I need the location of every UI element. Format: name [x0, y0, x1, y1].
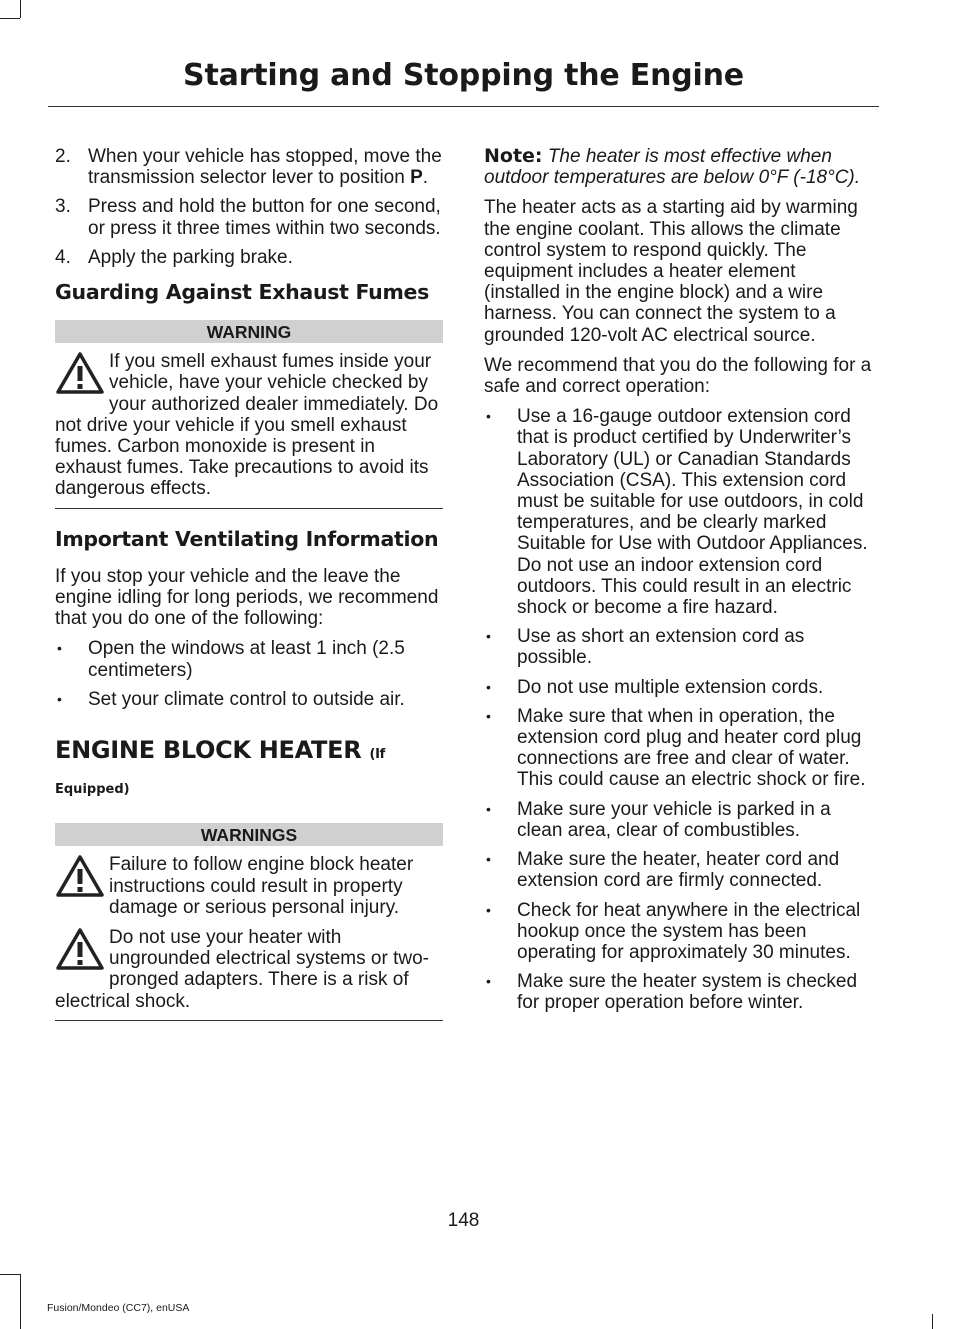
list-item	[484, 626, 874, 668]
heading-equipped: Equipped)	[55, 782, 130, 798]
heater-warning	[55, 854, 443, 918]
bullet-text: Check for heat anywhere in the electrical hookup once the system has been operating for approximately 30 minutes.	[517, 899, 861, 963]
step-text: Apply the parking brake.	[88, 246, 293, 268]
bullet-text: Do not use multiple extension cords.	[517, 676, 824, 698]
step-text-end: .	[422, 167, 429, 189]
gear-position-p: P	[410, 167, 423, 189]
ventilating-intro: If you stop your vehicle and the leave the engine idling for long periods, we recommend that you do one of the following:	[55, 565, 439, 630]
bullet-glyph: •	[486, 851, 491, 868]
paragraph: The heater acts as a starting aid by warming the engine coolant. This allows the climate control system to respond quickly. The equipment includes a heater element (installed in the engine block) and a wire harness. You can connect the system to a grounded 120-volt AC electrical source.	[484, 197, 858, 346]
bullet-glyph: •	[486, 800, 491, 817]
bullet-text: Make sure the heater system is checked for proper operation before winter.	[517, 971, 858, 1014]
list-item	[55, 146, 443, 188]
bullet-glyph: •	[57, 640, 62, 657]
crop-mark	[20, 1274, 21, 1329]
bullet-text: Make sure that when in operation, the extension cord plug and heater cord plug connections are free and clear of water. This could cause an electric shock or fire.	[517, 705, 866, 791]
bullet-glyph: •	[486, 678, 491, 695]
list-item	[55, 196, 443, 238]
crop-mark	[0, 1274, 20, 1275]
step-number: 2.	[55, 146, 71, 167]
step-text: When your vehicle has stopped, move the transmission selector lever to position	[88, 146, 442, 189]
bullet-text: Make sure your vehicle is parked in a clean area, clear of combustibles.	[517, 798, 831, 841]
list-item	[55, 638, 443, 680]
page-title: Starting and Stopping the Engine	[183, 58, 744, 93]
heater-warning	[55, 927, 443, 1021]
warning-label: WARNING	[55, 320, 443, 343]
right-column	[484, 146, 874, 1022]
warnings-label: WARNINGS	[55, 823, 443, 846]
bullet-text: Use as short an extension cord as possible.	[517, 626, 805, 669]
bullet-glyph: •	[486, 901, 491, 918]
list-item	[55, 247, 443, 268]
bullet-glyph: •	[486, 707, 491, 724]
bullet-glyph: •	[57, 690, 62, 707]
list-item	[484, 677, 874, 698]
note-label: Note:	[484, 145, 543, 167]
engine-block-heater-heading	[55, 736, 443, 765]
heading-main: ENGINE BLOCK HEATER	[55, 736, 362, 765]
warning-text: Do not use your heater with ungrounded electrical systems or two-pronged adapters. There is a risk of electrical shock.	[55, 927, 429, 1012]
list-item	[484, 849, 874, 891]
exhaust-warning	[55, 351, 443, 508]
list-item	[55, 689, 443, 710]
list-item	[484, 799, 874, 841]
exhaust-heading: Guarding Against Exhaust Fumes	[55, 280, 430, 305]
left-column	[55, 146, 443, 1021]
note	[484, 146, 874, 188]
warning-triangle-icon	[55, 927, 105, 971]
bullet-glyph: •	[486, 973, 491, 990]
bullet-text: Use a 16-gauge outdoor extension cord that is product certified by Underwriter’s Laboratory (UL) or Canadian Standards Association (CSA). This extension cord must be suitable for use outdoors, in cold temperatures, and be clearly marked Suitable for Use with Outdoor Appliances. Do not use an indoor extension cord outdoors. This could result in an electric shock or become a fire hazard.	[517, 406, 868, 619]
note-text: The heater is most effective when outdoor temperatures are below 0°F (-18°C).	[484, 146, 861, 189]
bullet-text: Set your climate control to outside air.	[88, 688, 405, 710]
warning-text: Failure to follow engine block heater instructions could result in property damage or serious personal injury.	[109, 854, 414, 918]
page-number: 148	[447, 1210, 480, 1231]
footer-doc-id: Fusion/Mondeo (CC7), enUSA	[47, 1302, 190, 1314]
crop-mark	[0, 18, 20, 19]
step-text: Press and hold the button for one second, or press it three times within two seconds.	[88, 196, 441, 239]
warning-triangle-icon	[55, 854, 105, 898]
title-divider	[48, 106, 879, 107]
warning-triangle-icon	[55, 351, 105, 395]
list-item	[484, 900, 874, 964]
bullet-text: Make sure the heater, heater cord and extension cord are firmly connected.	[517, 849, 840, 892]
paragraph: We recommend that you do the following for a safe and correct operation:	[484, 354, 872, 398]
crop-mark	[932, 1314, 933, 1329]
list-item	[484, 971, 874, 1013]
list-item	[484, 406, 874, 618]
bullet-glyph: •	[486, 408, 491, 425]
heading-suffix: (If	[369, 747, 385, 763]
ventilating-heading: Important Ventilating Information	[55, 526, 439, 551]
step-number: 4.	[55, 246, 71, 268]
warning-text: If you smell exhaust fumes inside your vehicle, have your vehicle checked by your authorized dealer immediately. Do not drive your vehicle if you smell exhaust fumes. Carbon monoxide is present in exhaust fumes. Take precautions to avoid its dangerous effects.	[55, 351, 439, 500]
crop-mark	[20, 0, 21, 18]
bullet-text: Open the windows at least 1 inch (2.5 centimeters)	[88, 638, 405, 681]
bullet-glyph: •	[486, 628, 491, 645]
step-number: 3.	[55, 196, 71, 218]
list-item	[484, 706, 874, 791]
